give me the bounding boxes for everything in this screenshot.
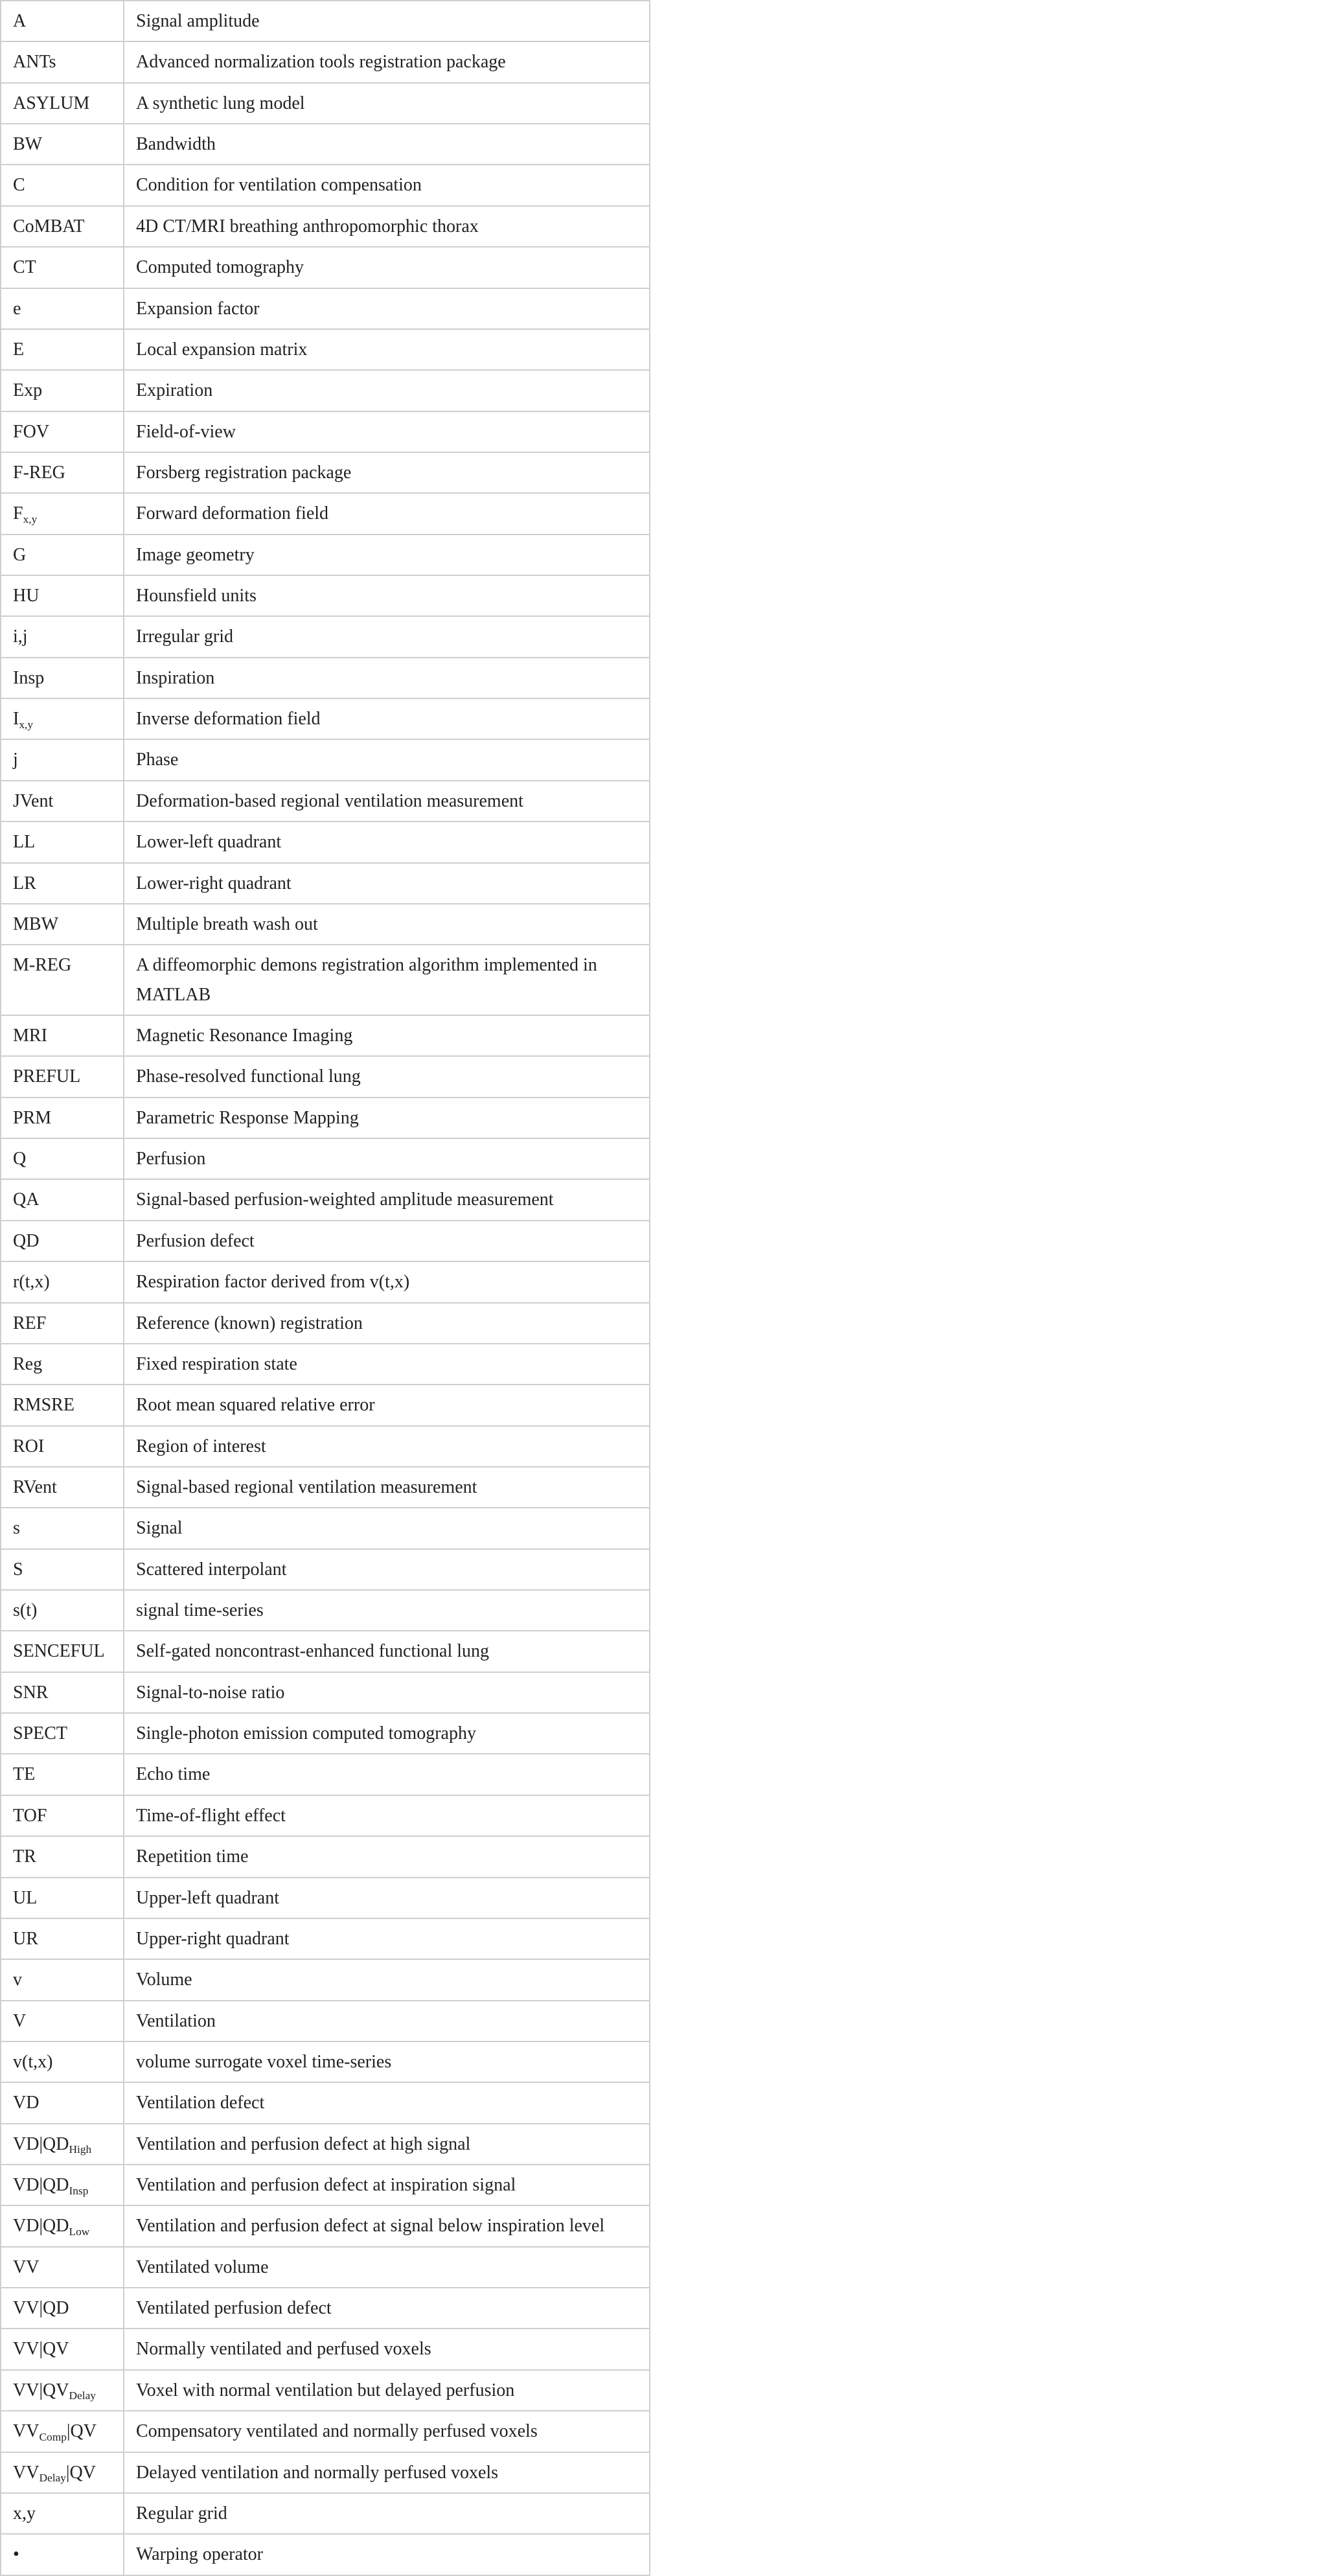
abbreviation-cell xyxy=(1,452,124,493)
table-row xyxy=(1,2247,650,2288)
abbreviation-cell xyxy=(1,1467,124,1508)
definition-cell: Signal amplitude xyxy=(124,1,650,41)
definition-cell: Ventilation and perfusion defect at inspiration signal xyxy=(124,2165,650,2205)
table-row xyxy=(1,1878,650,1918)
definition-cell: Inverse deformation field xyxy=(124,698,650,739)
definition-cell: Ventilation xyxy=(124,2001,650,2041)
table-row xyxy=(1,1385,650,1425)
table-row xyxy=(1,1426,650,1467)
table-row xyxy=(1,1,650,41)
definition-cell: Signal-based perfusion-weighted amplitude measurement xyxy=(124,1179,650,1220)
definition-cell: Ventilation defect xyxy=(124,2082,650,2123)
abbreviation-cell xyxy=(1,1138,124,1179)
definition-cell: Root mean squared relative error xyxy=(124,1385,650,1425)
definition-cell: Image geometry xyxy=(124,535,650,575)
abbreviation-text: VV|QV xyxy=(13,2380,69,2400)
table-row xyxy=(1,1795,650,1836)
abbreviation-subscript: Comp xyxy=(39,2430,67,2443)
abbreviation-cell xyxy=(1,2124,124,2165)
abbreviation-text: M-REG xyxy=(13,955,72,976)
abbreviation-subscript: Insp xyxy=(69,2184,89,2197)
abbreviation-cell xyxy=(1,2041,124,2082)
table-row xyxy=(1,698,650,739)
abbreviation-cell xyxy=(1,206,124,247)
definition-cell: Signal-to-noise ratio xyxy=(124,1672,650,1713)
table-row xyxy=(1,945,650,1015)
definition-cell: Lower-right quadrant xyxy=(124,863,650,904)
abbreviation-subscript: Delay xyxy=(69,2389,96,2402)
table-row xyxy=(1,1672,650,1713)
abbreviation-cell xyxy=(1,822,124,862)
abbreviation-text: RMSRE xyxy=(13,1395,74,1416)
definition-cell: Self-gated noncontrast-enhanced functional lung xyxy=(124,1631,650,1672)
abbreviation-text: VD|QD xyxy=(13,2133,69,2154)
abbreviation-text: TR xyxy=(13,1846,36,1867)
definition-cell: Magnetic Resonance Imaging xyxy=(124,1015,650,1056)
table-row xyxy=(1,165,650,205)
table-row xyxy=(1,411,650,452)
abbreviation-cell xyxy=(1,1015,124,1056)
definition-cell: Normally ventilated and perfused voxels xyxy=(124,2329,650,2369)
definition-cell: Regular grid xyxy=(124,2493,650,2534)
abbreviation-text: REF xyxy=(13,1313,47,1333)
abbreviation-text: x,y xyxy=(13,2503,36,2524)
abbreviation-cell xyxy=(1,698,124,739)
abbreviation-cell xyxy=(1,904,124,945)
definition-cell: Upper-right quadrant xyxy=(124,1918,650,1959)
abbreviation-text: Q xyxy=(13,1149,27,1169)
abbreviation-cell xyxy=(1,1221,124,1261)
abbreviation-cell xyxy=(1,1098,124,1138)
abbreviation-cell xyxy=(1,2082,124,2123)
abbreviation-cell xyxy=(1,124,124,165)
abbreviation-text: Reg xyxy=(13,1353,43,1374)
definition-cell: Irregular grid xyxy=(124,616,650,657)
definition-cell: Region of interest xyxy=(124,1426,650,1467)
abbreviation-cell xyxy=(1,535,124,575)
table-row xyxy=(1,2165,650,2205)
table-row xyxy=(1,781,650,822)
abbreviation-cell xyxy=(1,2370,124,2411)
table-row xyxy=(1,2082,650,2123)
definition-cell: Local expansion matrix xyxy=(124,329,650,370)
definition-cell: Forsberg registration package xyxy=(124,452,650,493)
definition-cell: Echo time xyxy=(124,1754,650,1795)
table-row xyxy=(1,2370,650,2411)
definition-cell: signal time-series xyxy=(124,1590,650,1631)
table-row xyxy=(1,2411,650,2452)
abbreviation-text: i,j xyxy=(13,627,28,647)
abbreviation-cell xyxy=(1,1056,124,1097)
abbreviation-text: SENCEFUL xyxy=(13,1641,105,1662)
abbreviation-text: MRI xyxy=(13,1025,47,1046)
abbreviation-cell xyxy=(1,739,124,780)
definition-cell: Hounsfield units xyxy=(124,575,650,616)
table-row xyxy=(1,370,650,411)
abbreviation-subscript: Delay xyxy=(39,2472,66,2485)
definition-cell: Phase-resolved functional lung xyxy=(124,1056,650,1097)
abbreviation-cell xyxy=(1,2001,124,2041)
abbreviation-text: F xyxy=(13,503,23,524)
abbreviation-text: v(t,x) xyxy=(13,2051,53,2072)
definition-cell: Single-photon emission computed tomography xyxy=(124,1713,650,1754)
abbreviation-cell xyxy=(1,2329,124,2369)
table-row xyxy=(1,83,650,124)
abbreviation-text: s xyxy=(13,1518,20,1539)
abbreviation-cell xyxy=(1,1,124,41)
abbreviation-cell xyxy=(1,288,124,329)
abbreviation-text: s(t) xyxy=(13,1600,38,1621)
table-row xyxy=(1,2041,650,2082)
abbreviation-text: VV xyxy=(13,2257,40,2277)
abbreviation-cell xyxy=(1,165,124,205)
abbreviation-text: HU xyxy=(13,586,40,606)
abbreviation-cell xyxy=(1,1795,124,1836)
definition-cell: Warping operator xyxy=(124,2534,650,2575)
definition-cell: Advanced normalization tools registration package xyxy=(124,41,650,82)
table-row xyxy=(1,658,650,698)
table-row xyxy=(1,904,650,945)
definition-cell: Field-of-view xyxy=(124,411,650,452)
definition-cell: Delayed ventilation and normally perfused voxels xyxy=(124,2452,650,2493)
table-row xyxy=(1,1344,650,1385)
abbreviation-text: v xyxy=(13,1970,22,1990)
abbreviation-cell xyxy=(1,658,124,698)
abbreviation-text: ROI xyxy=(13,1436,45,1456)
table-row xyxy=(1,535,650,575)
abbreviation-text: • xyxy=(13,2544,19,2565)
abbreviation-text: LR xyxy=(13,873,36,893)
abbreviation-cell xyxy=(1,83,124,124)
abbreviation-cell xyxy=(1,2411,124,2452)
abbreviation-cell xyxy=(1,329,124,370)
abbreviation-cell xyxy=(1,2165,124,2205)
abbreviation-cell xyxy=(1,41,124,82)
table-row xyxy=(1,1713,650,1754)
table-row xyxy=(1,575,650,616)
table-row xyxy=(1,2329,650,2369)
table-row xyxy=(1,1056,650,1097)
abbreviation-text: VV|QD xyxy=(13,2298,69,2319)
table-row xyxy=(1,1918,650,1959)
definition-cell: A synthetic lung model xyxy=(124,83,650,124)
abbreviation-cell xyxy=(1,1179,124,1220)
abbreviation-cell xyxy=(1,1959,124,2000)
definition-cell: Ventilated perfusion defect xyxy=(124,2288,650,2329)
abbreviation-cell xyxy=(1,2288,124,2329)
table-row xyxy=(1,2288,650,2329)
abbreviation-cell xyxy=(1,2452,124,2493)
abbreviation-subscript: x,y xyxy=(19,718,34,731)
table-row xyxy=(1,288,650,329)
definition-cell: Volume xyxy=(124,1959,650,2000)
abbreviation-cell xyxy=(1,575,124,616)
abbreviation-cell xyxy=(1,411,124,452)
abbreviation-cell xyxy=(1,2493,124,2534)
table-row xyxy=(1,1467,650,1508)
definition-cell: Time-of-flight effect xyxy=(124,1795,650,1836)
definition-cell: Computed tomography xyxy=(124,247,650,288)
abbreviation-cell xyxy=(1,1836,124,1877)
abbreviation-text: S xyxy=(13,1559,23,1580)
abbreviation-cell xyxy=(1,781,124,822)
abbreviation-cell xyxy=(1,1344,124,1385)
definition-cell: Ventilation and perfusion defect at signal below inspiration level xyxy=(124,2205,650,2246)
abbreviation-cell xyxy=(1,1261,124,1302)
abbreviation-cell xyxy=(1,1303,124,1344)
table-row xyxy=(1,822,650,862)
abbreviation-text: |QV xyxy=(66,2421,97,2442)
table-row xyxy=(1,1015,650,1056)
definition-cell: volume surrogate voxel time-series xyxy=(124,2041,650,2082)
definition-cell: Compensatory ventilated and normally perfused voxels xyxy=(124,2411,650,2452)
abbreviation-text: JVent xyxy=(13,790,54,811)
abbreviation-cell xyxy=(1,1426,124,1467)
table-row xyxy=(1,124,650,165)
abbreviation-text: ANTs xyxy=(13,52,56,73)
abbreviation-cell xyxy=(1,945,124,1015)
definition-cell: Upper-left quadrant xyxy=(124,1878,650,1918)
definition-cell: Lower-left quadrant xyxy=(124,822,650,862)
definition-cell: Scattered interpolant xyxy=(124,1549,650,1590)
abbreviation-text: I xyxy=(13,709,19,730)
definition-cell: Perfusion xyxy=(124,1138,650,1179)
abbreviation-text: Insp xyxy=(13,667,45,688)
definition-cell: Perfusion defect xyxy=(124,1221,650,1261)
abbreviation-cell xyxy=(1,1508,124,1548)
table-row xyxy=(1,452,650,493)
abbreviation-text: CT xyxy=(13,257,36,278)
abbreviation-text: UL xyxy=(13,1887,38,1908)
abbreviation-text: E xyxy=(13,339,25,360)
abbreviation-subscript: x,y xyxy=(23,512,38,525)
abbreviation-cell xyxy=(1,1549,124,1590)
abbreviation-text: VV|QV xyxy=(13,2339,69,2360)
definition-cell: Fixed respiration state xyxy=(124,1344,650,1385)
abbreviation-cell xyxy=(1,2247,124,2288)
abbreviation-text: LL xyxy=(13,832,36,853)
table-row xyxy=(1,1098,650,1138)
definition-cell: Parametric Response Mapping xyxy=(124,1098,650,1138)
abbreviation-text: TE xyxy=(13,1764,36,1785)
abbreviation-cell xyxy=(1,1878,124,1918)
abbreviation-text: |QV xyxy=(65,2462,96,2483)
definition-cell: 4D CT/MRI breathing anthropomorphic thorax xyxy=(124,206,650,247)
abbreviations-table-body xyxy=(1,1,650,2575)
table-row xyxy=(1,2493,650,2534)
definition-cell: Deformation-based regional ventilation measurement xyxy=(124,781,650,822)
definition-cell: Ventilation and perfusion defect at high signal xyxy=(124,2124,650,2165)
table-row xyxy=(1,2001,650,2041)
table-row xyxy=(1,493,650,534)
definition-cell: Forward deformation field xyxy=(124,493,650,534)
abbreviation-text: QD xyxy=(13,1230,40,1251)
table-row xyxy=(1,329,650,370)
abbreviation-cell xyxy=(1,1385,124,1425)
table-row xyxy=(1,206,650,247)
abbreviation-cell xyxy=(1,370,124,411)
abbreviation-text: FOV xyxy=(13,421,50,442)
abbreviation-text: A xyxy=(13,11,27,31)
abbreviation-subscript: Low xyxy=(69,2225,90,2238)
definition-cell: Condition for ventilation compensation xyxy=(124,165,650,205)
definition-cell: Bandwidth xyxy=(124,124,650,165)
abbreviation-text: C xyxy=(13,175,25,196)
abbreviation-text: VD|QD xyxy=(13,2216,69,2237)
definition-cell: Signal-based regional ventilation measurement xyxy=(124,1467,650,1508)
table-row xyxy=(1,1303,650,1344)
table-row xyxy=(1,739,650,780)
abbreviation-text: CoMBAT xyxy=(13,216,85,236)
table-row xyxy=(1,616,650,657)
abbreviation-cell xyxy=(1,1631,124,1672)
definition-cell: Respiration factor derived from v(t,x) xyxy=(124,1261,650,1302)
table-row xyxy=(1,2205,650,2246)
abbreviation-text: PRM xyxy=(13,1107,52,1128)
abbreviation-text: TOF xyxy=(13,1805,47,1826)
definition-cell: Reference (known) registration xyxy=(124,1303,650,1344)
table-row xyxy=(1,1138,650,1179)
abbreviation-text: e xyxy=(13,298,21,319)
abbreviation-cell xyxy=(1,616,124,657)
abbreviation-cell xyxy=(1,1590,124,1631)
definition-cell: Inspiration xyxy=(124,658,650,698)
table-row xyxy=(1,41,650,82)
table-row xyxy=(1,1179,650,1220)
abbreviation-text: QA xyxy=(13,1190,40,1210)
abbreviation-text: G xyxy=(13,544,27,565)
abbreviation-subscript: High xyxy=(69,2143,92,2156)
abbreviation-cell xyxy=(1,1672,124,1713)
definition-cell: Ventilated volume xyxy=(124,2247,650,2288)
abbreviation-cell xyxy=(1,1754,124,1795)
definition-cell: Phase xyxy=(124,739,650,780)
abbreviation-text: VV xyxy=(13,2462,40,2483)
definition-cell: Signal xyxy=(124,1508,650,1548)
abbreviation-text: SPECT xyxy=(13,1723,68,1744)
table-row xyxy=(1,1549,650,1590)
abbreviation-cell xyxy=(1,863,124,904)
abbreviation-text: UR xyxy=(13,1928,38,1949)
table-row xyxy=(1,247,650,288)
table-row xyxy=(1,1631,650,1672)
abbreviation-text: r(t,x) xyxy=(13,1272,50,1293)
abbreviation-cell xyxy=(1,247,124,288)
abbreviation-cell xyxy=(1,493,124,534)
table-row xyxy=(1,1836,650,1877)
definition-cell: Repetition time xyxy=(124,1836,650,1877)
abbreviation-text: F-REG xyxy=(13,462,65,483)
definition-cell: Expiration xyxy=(124,370,650,411)
table-row xyxy=(1,863,650,904)
abbreviations-table xyxy=(0,0,650,2576)
abbreviation-text: MBW xyxy=(13,914,58,934)
abbreviation-text: VV xyxy=(13,2421,40,2442)
definition-cell: Voxel with normal ventilation but delayed perfusion xyxy=(124,2370,650,2411)
definition-cell: Multiple breath wash out xyxy=(124,904,650,945)
abbreviation-text: j xyxy=(13,750,18,770)
table-row xyxy=(1,2452,650,2493)
table-row xyxy=(1,1261,650,1302)
table-row xyxy=(1,1221,650,1261)
abbreviation-text: PREFUL xyxy=(13,1066,81,1087)
table-row xyxy=(1,1508,650,1548)
abbreviation-text: Exp xyxy=(13,380,43,401)
abbreviation-text: V xyxy=(13,2010,27,2031)
abbreviation-text: VD|QD xyxy=(13,2175,69,2196)
abbreviation-text: VD xyxy=(13,2093,40,2113)
abbreviation-text: ASYLUM xyxy=(13,93,90,113)
table-row xyxy=(1,1590,650,1631)
abbreviation-cell xyxy=(1,1918,124,1959)
abbreviation-text: RVent xyxy=(13,1477,57,1497)
abbreviation-text: BW xyxy=(13,134,43,155)
abbreviation-cell xyxy=(1,2205,124,2246)
table-row xyxy=(1,1959,650,2000)
table-row xyxy=(1,2124,650,2165)
table-row xyxy=(1,1754,650,1795)
definition-cell: A diffeomorphic demons registration algorithm implemented in MATLAB xyxy=(124,945,650,1015)
definition-cell: Expansion factor xyxy=(124,288,650,329)
abbreviation-cell xyxy=(1,1713,124,1754)
abbreviation-text: SNR xyxy=(13,1682,49,1703)
